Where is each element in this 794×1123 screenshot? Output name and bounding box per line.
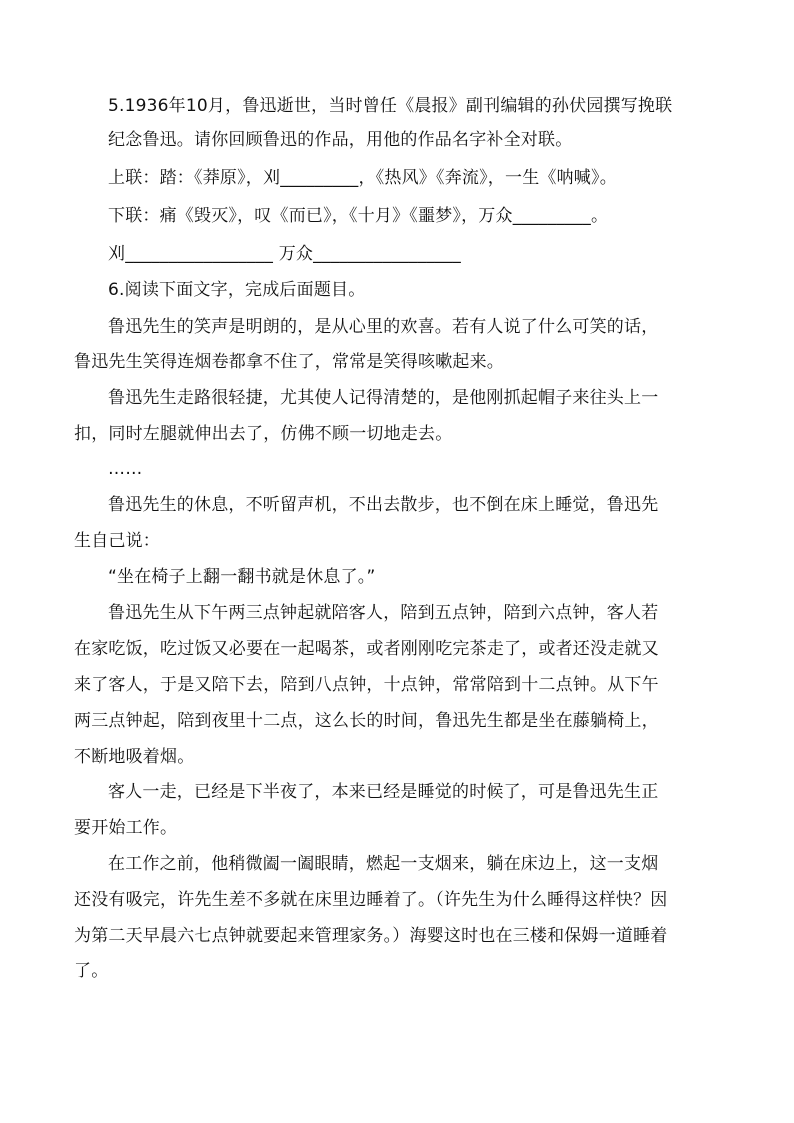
answer-blanks-line: 刈_________________ 万众_________________: [108, 244, 462, 264]
passage-line: 两三点钟起，陪到夜里十二点，这么长的时间，鲁迅先生都是坐在藤躺椅上，: [74, 711, 659, 731]
quote-line: “坐在椅子上翻一翻书就是休息了。”: [108, 567, 376, 587]
passage-line: 在家吃饭，吃过饭又必要在一起喝茶，或者刚刚吃完茶走了，或者还没走就又: [74, 639, 659, 659]
couplet-lower-line: 下联：痛《毁灭》，叹《而已》，《十月》《噩梦》，万众_________。: [108, 206, 609, 226]
question-5-line-1: 5.1936年10月，鲁迅逝世，当时曾任《晨报》副刊编辑的孙伏园撰写挽联: [108, 96, 673, 116]
passage-line: 不断地吸着烟。: [74, 747, 195, 767]
passage-line: 鲁迅先生笑得连烟卷都拿不住了，常常是笑得咳嗽起来。: [74, 352, 504, 372]
passage-line: 客人一走，已经是下半夜了，本来已经是睡觉的时候了，可是鲁迅先生正: [108, 782, 659, 802]
passage-line: 鲁迅先生走路很轻捷，尤其使人记得清楚的，是他刚抓起帽子来往头上一: [108, 388, 659, 408]
passage-line: 要开始工作。: [74, 818, 178, 838]
ellipsis-line: ……: [108, 459, 143, 479]
question-6-heading: 6.阅读下面文字，完成后面题目。: [108, 280, 366, 300]
question-5-line-2: 纪念鲁迅。请你回顾鲁迅的作品，用他的作品名字补全对联。: [108, 130, 573, 150]
passage-line: 生自己说：: [74, 531, 160, 551]
passage-line: 来了客人，于是又陪下去，陪到八点钟，十点钟，常常陪到十二点钟。从下午: [74, 675, 659, 695]
passage-line: 在工作之前，他稍微阖一阖眼睛，燃起一支烟来，躺在床边上，这一支烟: [108, 854, 659, 874]
passage-line: 了。: [74, 961, 109, 981]
passage-line: 为第二天早晨六七点钟就要起来管理家务。）海婴这时也在三楼和保姆一道睡着: [74, 926, 668, 946]
passage-line: 还没有吸完，许先生差不多就在床里边睡着了。（许先生为什么睡得这样快？因: [74, 890, 668, 910]
passage-line: 扣，同时左腿就伸出去了，仿佛不顾一切地走去。: [74, 424, 453, 444]
passage-line: 鲁迅先生从下午两三点钟起就陪客人，陪到五点钟，陪到六点钟，客人若: [108, 603, 659, 623]
passage-line: 鲁迅先生的休息，不听留声机，不出去散步，也不倒在床上睡觉，鲁迅先: [108, 495, 659, 515]
couplet-upper-line: 上联：踏：《莽原》，刈_________，《热风》《奔流》，一生《呐喊》。: [108, 168, 617, 188]
passage-line: 鲁迅先生的笑声是明朗的，是从心里的欢喜。若有人说了什么可笑的话，: [108, 317, 659, 337]
